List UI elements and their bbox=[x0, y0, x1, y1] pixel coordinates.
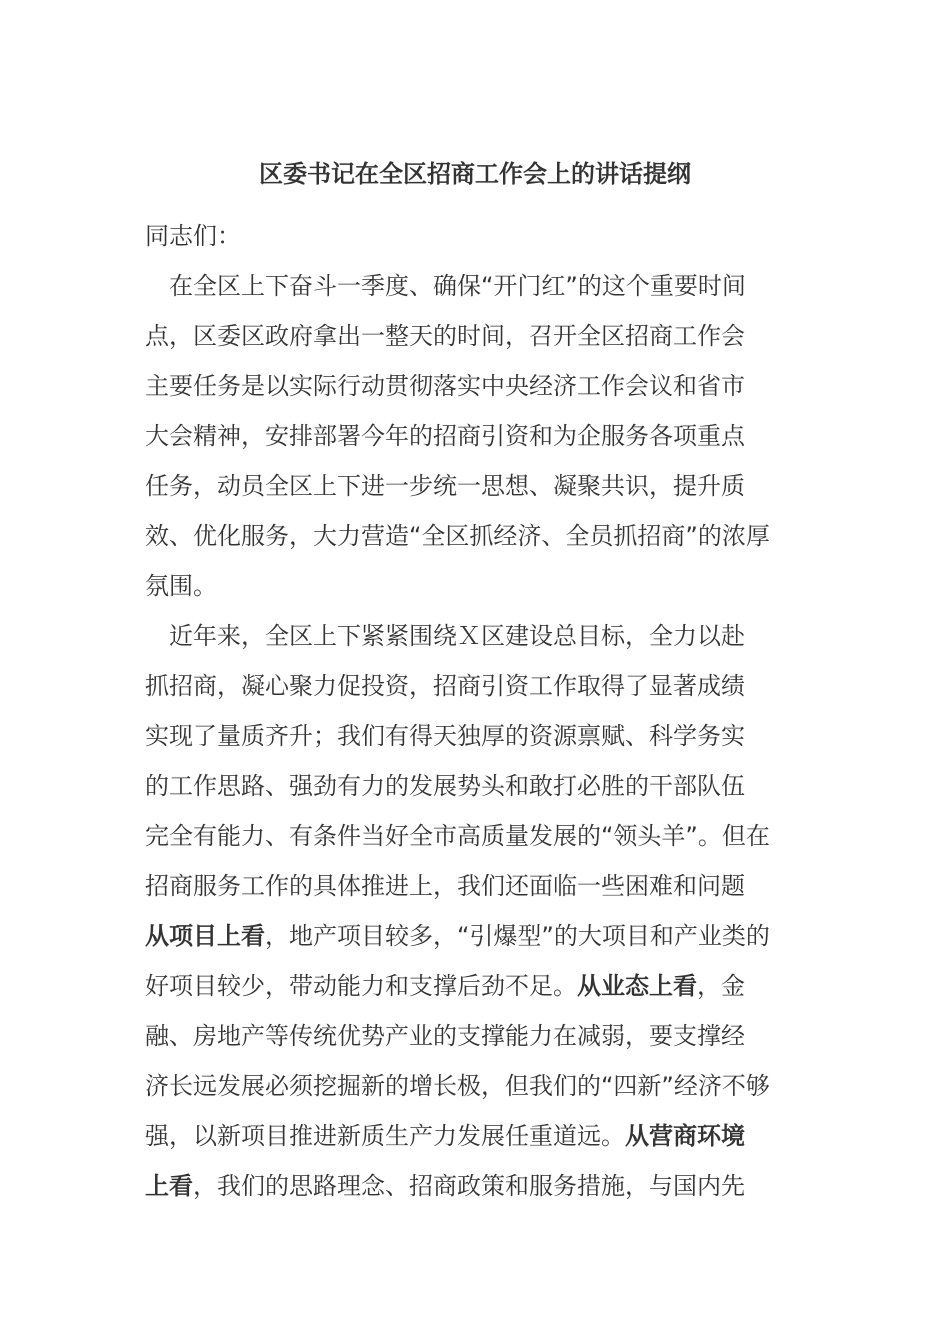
paragraph-1-line-7: 氛围。 bbox=[145, 572, 217, 600]
paragraph-1-line-3: 主要任务是以实际行动贯彻落实中央经济工作会议和省市 bbox=[145, 372, 745, 400]
line-7-text: ，地产项目较多，“引爆型”的大项目和产业类的 bbox=[265, 922, 770, 950]
paragraph-2-line-2: 抓招商，凝心聚力促投资，招商引资工作取得了显著成绩 bbox=[145, 672, 745, 700]
heading-business-environment: 从营商环境 bbox=[625, 1122, 745, 1150]
heading-format: 从业态上看 bbox=[577, 972, 697, 1000]
paragraph-2-line-3: 实现了量质齐升；我们有得天独厚的资源禀赋、科学务实 bbox=[145, 722, 745, 750]
paragraph-2-line-1: 近年来，全区上下紧紧围绕Ｘ区建设总目标，全力以赴 bbox=[145, 622, 745, 650]
line-11-text-pre: 强，以新项目推进新质生产力发展任重道远。 bbox=[145, 1122, 625, 1150]
paragraph-2-line-11 bbox=[145, 1118, 805, 1154]
paragraph-2-line-10: 济长远发展必须挖掘新的增长极，但我们的“四新”经济不够 bbox=[145, 1072, 770, 1100]
line-8-text-pre: 好项目较少，带动能力和支撑后劲不足。 bbox=[145, 972, 577, 1000]
paragraph-2-line-5: 完全有能力、有条件当好全市高质量发展的“领头羊”。但在 bbox=[145, 822, 770, 850]
paragraph-2-line-9: 融、房地产等传统优势产业的支撑能力在减弱，要支撑经 bbox=[145, 1022, 745, 1050]
line-12-text: ，我们的思路理念、招商政策和服务措施，与国内先 bbox=[193, 1172, 745, 1200]
paragraph-2-line-6: 招商服务工作的具体推进上，我们还面临一些困难和问题 bbox=[145, 872, 745, 900]
paragraph-2-line-7 bbox=[145, 918, 805, 954]
paragraph-1-line-2: 点，区委区政府拿出一整天的时间，召开全区招商工作会 bbox=[145, 322, 745, 350]
paragraph-1-line-4: 大会精神，安排部署今年的招商引资和为企服务各项重点 bbox=[145, 422, 745, 450]
heading-business-environment-cont: 上看 bbox=[145, 1172, 193, 1200]
paragraph-1-line-6: 效、优化服务，大力营造“全区抓经济、全员抓招商”的浓厚 bbox=[145, 522, 770, 550]
paragraph-2-line-8 bbox=[145, 968, 805, 1004]
paragraph-2-line-12 bbox=[145, 1168, 805, 1204]
paragraph-1-line-1: 在全区上下奋斗一季度、确保“开门红”的这个重要时间 bbox=[145, 272, 746, 300]
paragraph-1-line-5: 任务，动员全区上下进一步统一思想、凝聚共识，提升质 bbox=[145, 472, 745, 500]
document-title: 区委书记在全区招商工作会上的讲话提纲 bbox=[259, 160, 691, 188]
paragraph-2-line-4: 的工作思路、强劲有力的发展势头和敢打必胜的干部队伍 bbox=[145, 772, 745, 800]
line-8-text-post: ，金 bbox=[697, 972, 745, 1000]
heading-project: 从项目上看 bbox=[145, 922, 265, 950]
salutation: 同志们： bbox=[145, 222, 241, 250]
